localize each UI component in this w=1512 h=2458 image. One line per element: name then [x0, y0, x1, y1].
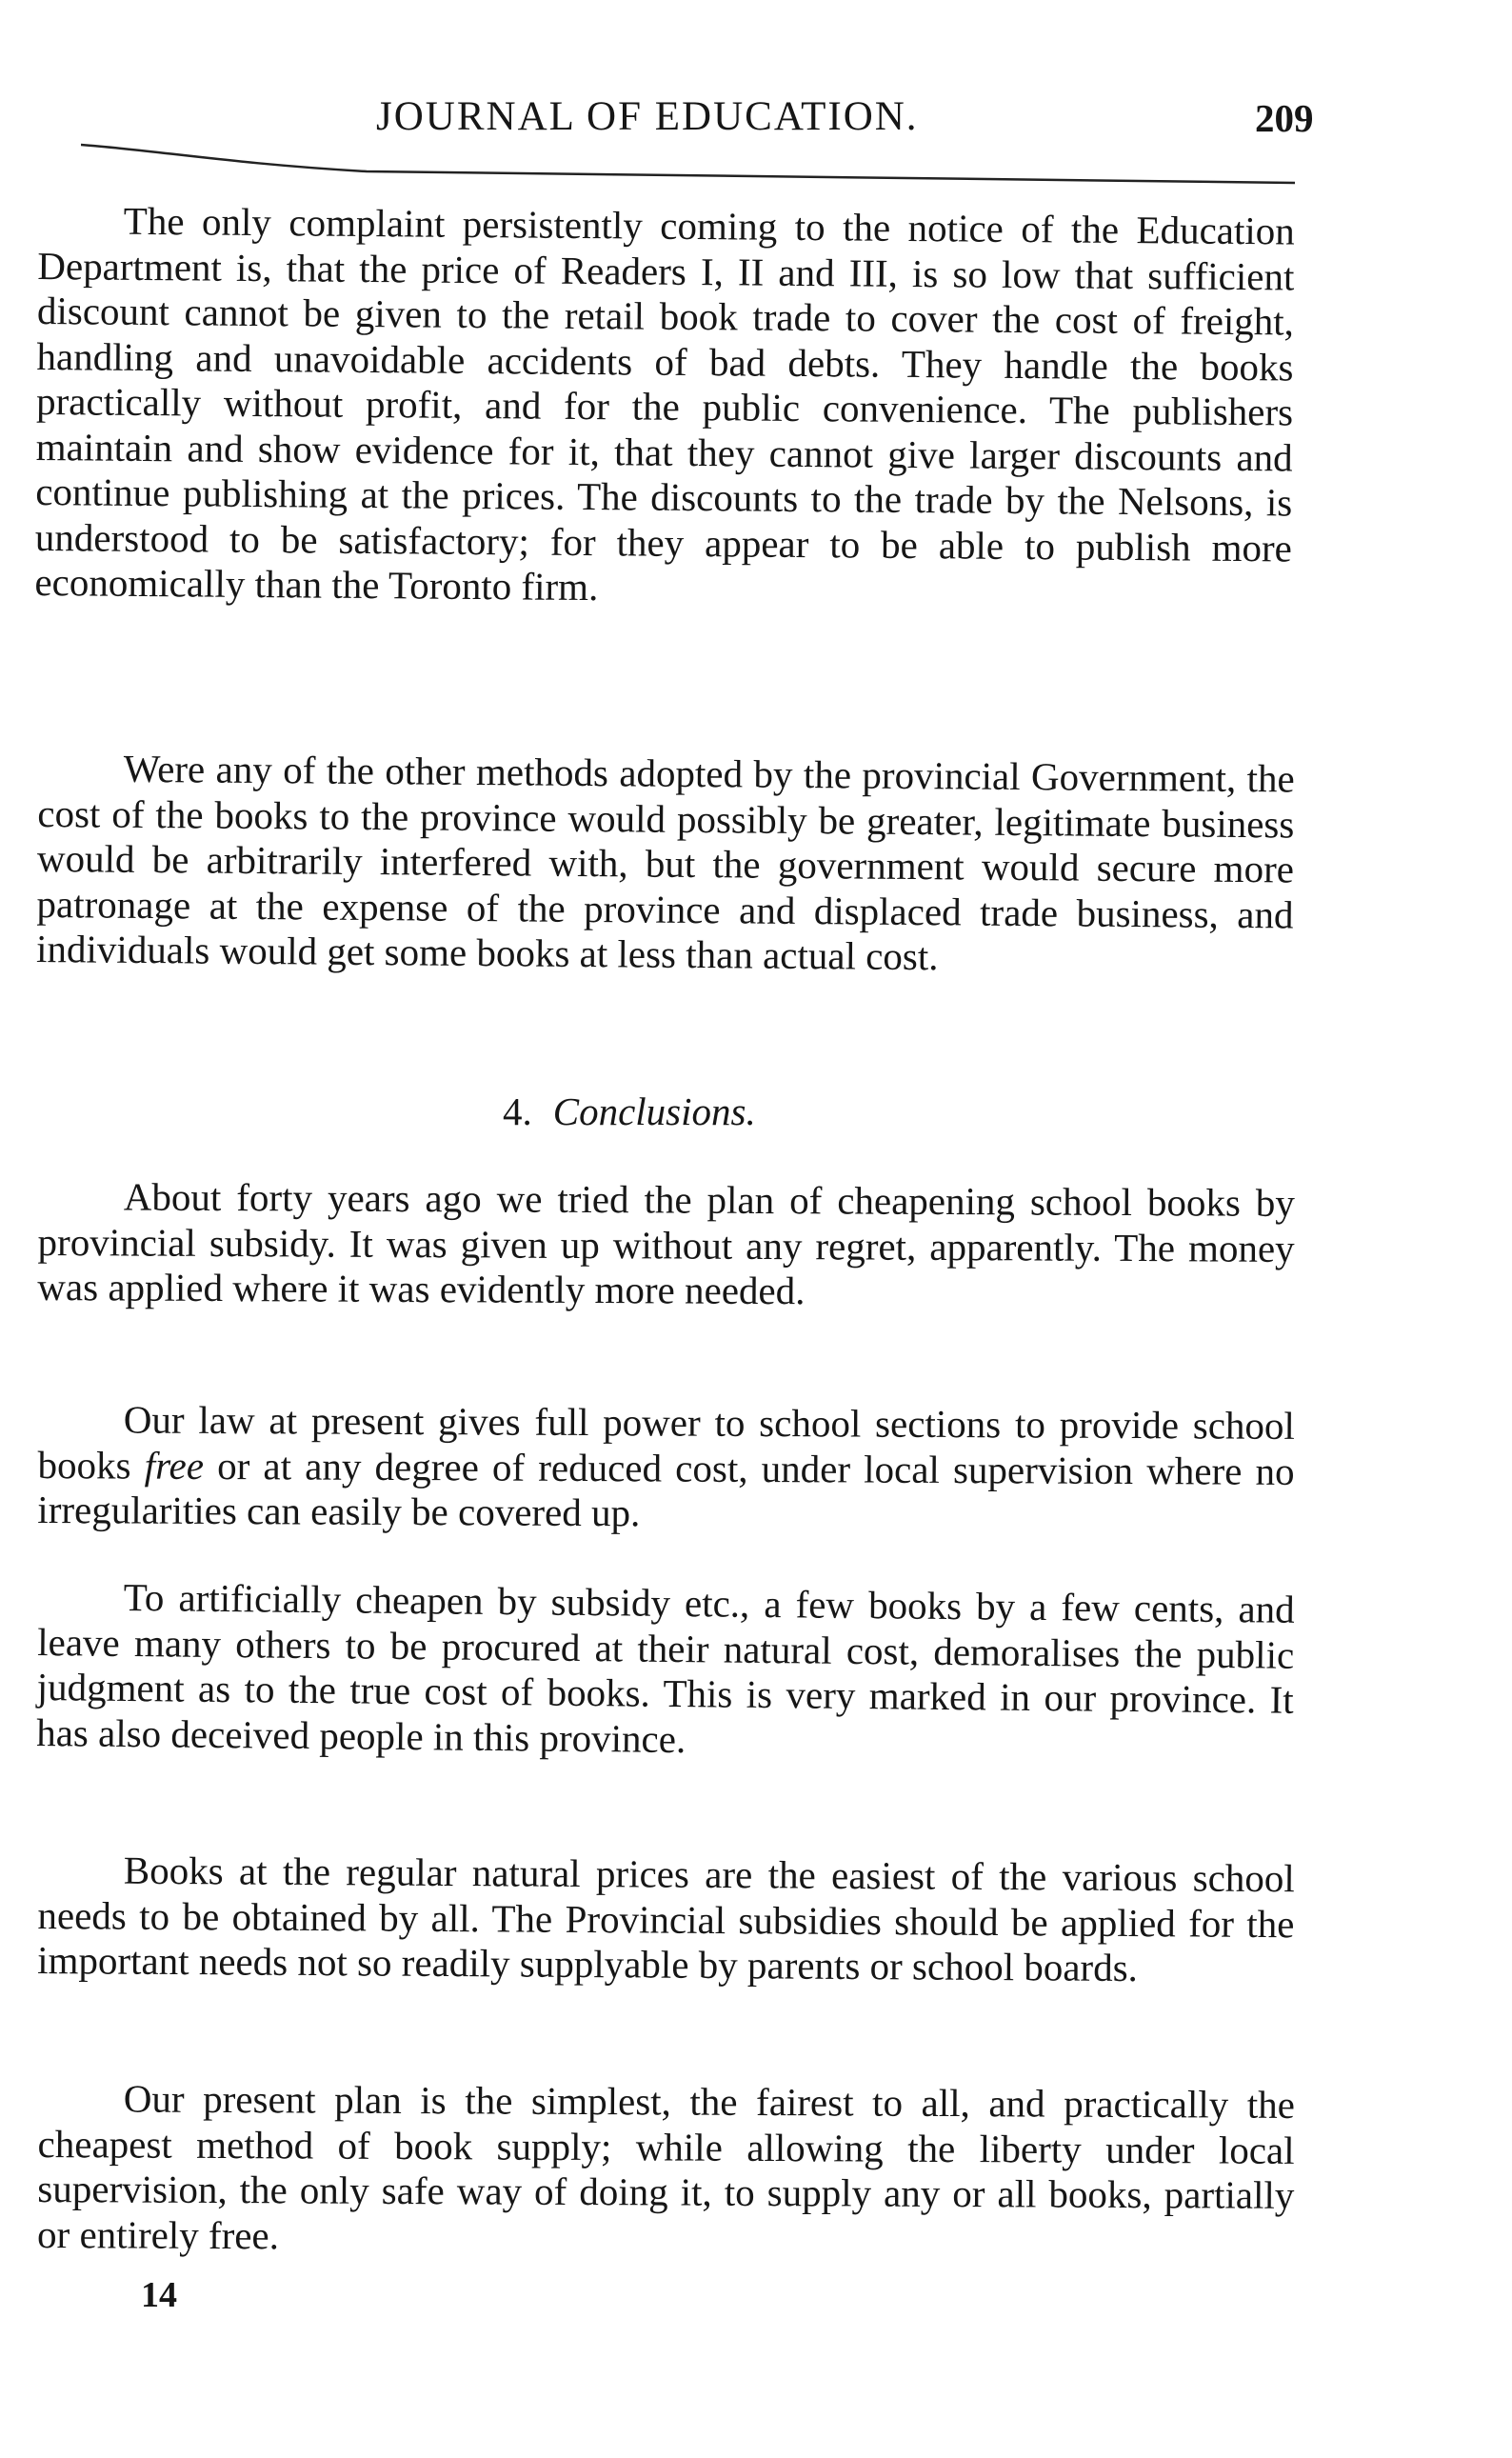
paragraph-forty-years-ago: About forty years ago we tried the plan of cheapening school books by provincial subsidy. It was given up without any regret, apparently. The money was applied where it was evidently more needed.: [37, 1174, 1295, 1313]
paragraph-our-law: [37, 1397, 1295, 1539]
paragraph-natural-prices: Books at the regular natural prices are the easiest of the various school needs to be obtained by all. The Provincial subsidies should be applied for the important needs not so readily supplyable by parents or school boards.: [37, 1848, 1295, 1990]
paragraph-our-law-text-end: or at any degree of reduced cost, under local supervision where no irregularities can easily be covered up.: [37, 1443, 1295, 1535]
paragraph-artificially-cheapen: To artificially cheapen by subsidy etc., a few books by a few cents, and leave many others to be procured at their natural cost, demoralises the public judgment as to the true cost of books. This is very marked in our province. It has also deceived people in this province.: [36, 1574, 1295, 1761]
section-title: Conclusions.: [552, 1089, 756, 1133]
running-title: JOURNAL OF EDUCATION.: [376, 94, 919, 139]
emphasis-free: free: [144, 1443, 205, 1488]
signature-mark: 14: [141, 2275, 177, 2315]
section-number: 4.: [503, 1089, 532, 1133]
paragraph-present-plan: Our present plan is the simplest, the fairest to all, and practically the cheapest method of book supply; while allowing the liberty under local supervision, the only safe way of doing it, to supply any or all books, partially or entirely free.: [37, 2076, 1295, 2257]
paragraph-other-methods: Were any of the other methods adopted by the provincial Government, the cost of the books to the province would possibly be greater, legitimate business would be arbitrarily interfered with, but the government would secure more patronage at the expense of the province and displaced trade business, and individuals would get some books at less than actual cost.: [35, 746, 1295, 979]
paragraph-our-law-text-start: Our law at present gives full power to school sections to provide school books: [37, 1397, 1295, 1488]
header-rule: [81, 143, 1295, 195]
paragraph-price-complaint: The only complaint persistently coming to the notice of the Education Department is, that the price of Readers I, II and III, is so low that sufficient discount cannot be given to the retail book trade to cover the cost of freight, handling and unavoidable accidents of bad debts. They handle the books practically without profit, and for the public convenience. The publishers maintain and show evidence for it, that they cannot give larger discounts and continue publishing at the prices. The discounts to the trade by the Nelsons, is understood to be satisfactory; for they appear to be able to publish more economically than the Toronto firm.: [34, 198, 1295, 610]
page-number: 209: [1255, 96, 1314, 140]
section-heading: [503, 1089, 756, 1134]
